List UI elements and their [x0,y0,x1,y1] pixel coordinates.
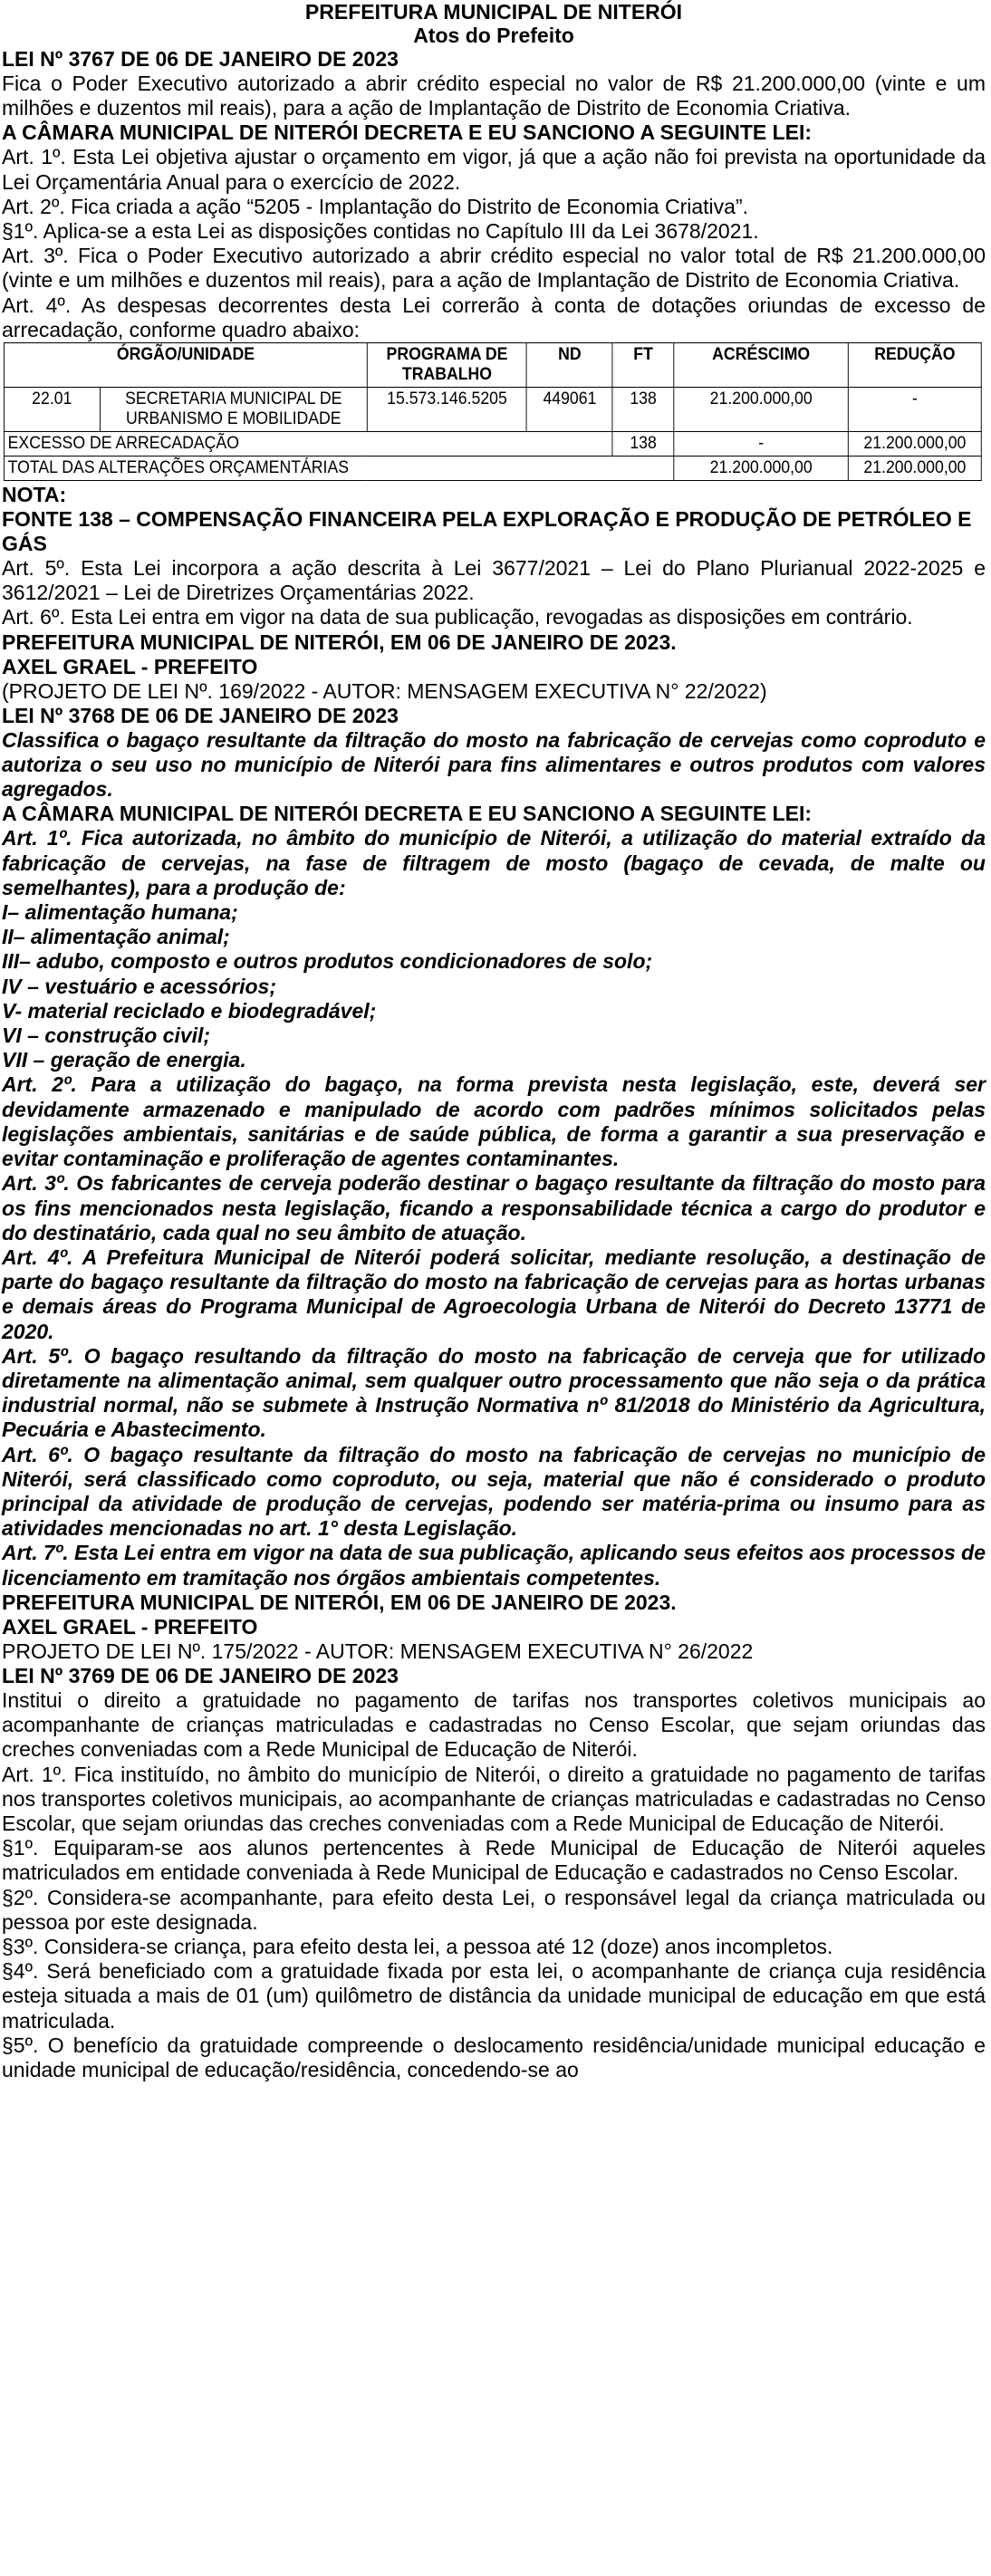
table-header-cell: ACRÉSCIMO [674,343,849,388]
law-3767-ementa: Fica o Poder Executivo autorizado a abrir crédito especial no valor de R$ 21.200.000,00 (vinte e um milhões e duzentos mil reais), para a ação de Implantação de Distrito de Economia Criativa. [2,72,986,120]
law-3769-heading: LEI Nº 3769 DE 06 DE JANEIRO DE 2023 [2,1663,399,1687]
table-row [4,457,981,481]
table-cell: SECRETARIA MUNICIPAL DE URBANISMO E MOBILIDADE [100,388,367,432]
law-3767-nota-label: NOTA: [2,483,67,507]
law-3768-closing: PREFEITURA MUNICIPAL DE NITERÓI, EM 06 DE JANEIRO DE 2023. [2,1590,677,1614]
table-header-cell: ÓRGÃO/UNIDADE [4,343,367,388]
law-3768-art1: Art. 1º. Fica autorizada, no âmbito do município de Niterói, a utilização do material extraído da fabricação de cervejas, na fase de filtragem de mosto (bagaço de cevada, de malte ou semelhantes), para a produção de: [2,826,986,899]
law-3768-ementa: Classifica o bagaço resultante da filtração do mosto na fabricação de cervejas como coproduto e autoriza o seu uso no município de Niterói para fins alimentares e outros produtos com valores agregados. [2,727,986,802]
law-3768-decree: A CÂMARA MUNICIPAL DE NITERÓI DECRETA E EU SANCIONO A SEGUINTE LEI: [2,802,813,826]
law-3768-project: PROJETO DE LEI Nº. 175/2022 - AUTOR: MENSAGEM EXECUTIVA N° 26/2022 [2,1639,754,1663]
table-header-cell: ND [527,343,613,388]
table-cell: - [674,432,849,457]
law-3768-art2: Art. 2º. Para a utilização do bagaço, na forma prevista nesta legislação, este, deverá ser devidamente armazenado e manipulado de acordo com padrões mínimos solicitados pelas legislações ambientais, sanitárias e de saúde pública, de forma a garantir a sua preservação e evitar contaminação e proliferação de agentes contaminantes. [2,1072,986,1171]
law-3768-item: VI – construção civil; [2,1024,211,1048]
law-3769-art1: Art. 1º. Fica instituído, no âmbito do município de Niterói, o direito a gratuidade no pagamento de tarifas nos transportes coletivos municipais, ao acompanhante de crianças matriculadas e cadastradas no Censo Escolar, que sejam oriundas das creches conveniadas com a Rede Municipal de Educação de Niterói. [2,1762,986,1835]
table-cell: 138 [612,432,673,457]
law-3767-project: (PROJETO DE LEI Nº. 169/2022 - AUTOR: MENSAGEM EXECUTIVA N° 22/2022) [2,678,767,703]
table-cell: 22.01 [4,388,100,432]
law-3767-signature: AXEL GRAEL - PREFEITO [2,654,258,678]
table-cell: - [849,388,982,432]
law-3767-closing: PREFEITURA MUNICIPAL DE NITERÓI, EM 06 DE JANEIRO DE 2023. [2,630,677,654]
law-3767-art4: Art. 4º. As despesas decorrentes desta Lei correrão à conta de dotações oriundas de excesso de arrecadação, conforme quadro abaixo: [2,293,986,341]
law-3769-ementa: Institui o direito a gratuidade no pagamento de tarifas nos transportes coletivos municipais ao acompanhante de crianças matriculadas e cadastradas no Censo Escolar, que sejam oriundas das creches conveniadas com a Rede Municipal de Educação de Niterói. [2,1687,986,1762]
law-3767-art3: Art. 3º. Fica o Poder Executivo autorizado a abrir crédito especial no valor total de R$ 21.200.000,00 (vinte e um milhões e duzentos mil reais), para a ação de Implantação de Distrito de Economia Criativa. [2,244,986,293]
law-3768-item: IV – vestuário e acessórios; [2,974,276,998]
law-3767-heading: LEI Nº 3767 DE 06 DE JANEIRO DE 2023 [2,47,399,71]
table-cell: 21.200.000,00 [849,432,982,457]
law-3769-par5: §5º. O benefício da gratuidade compreende o deslocamento residência/unidade municipal educação e unidade municipal de educação/residência, concedendo-se ao [2,2033,986,2081]
law-3769-par2: §2º. Considera-se acompanhante, para efeito desta Lei, o responsável legal da criança matriculada ou pessoa por este designada. [2,1885,986,1934]
table-cell: 449061 [527,388,613,432]
law-3767-art6: Art. 6º. Esta Lei entra em vigor na data de sua publicação, revogadas as disposições em contrário. [2,605,913,630]
law-3768-art7: Art. 7º. Esta Lei entra em vigor na data de sua publicação, aplicando seus efeitos aos processos de licenciamento em tramitação nos órgãos ambientais competentes. [2,1541,986,1590]
law-3768-item: III– adubo, composto e outros produtos condicionadores de solo; [2,949,653,974]
law-3768-heading: LEI Nº 3768 DE 06 DE JANEIRO DE 2023 [2,703,399,727]
law-3768-item: VII – geração de energia. [2,1048,246,1072]
law-3769-par1: §1º. Equiparam-se aos alunos pertencentes à Rede Municipal de Educação de Niterói aqueles matriculados em entidade conveniada à Rede Municipal de Educação e cadastrados no Censo Escolar. [2,1836,986,1885]
table-header-row [4,343,981,388]
gazette-subtitle: Atos do Prefeito [413,24,574,47]
law-3768-art3: Art. 3º. Os fabricantes de cerveja poderão destinar o bagaço resultante da filtração do mosto para os fins mencionados nesta legislação, ficando a responsabilidade técnica a cargo do produtor e do destinatário, cada qual no seu âmbito de atuação. [2,1171,986,1245]
law-3767-art1: Art. 1º. Esta Lei objetiva ajustar o orçamento em vigor, já que a ação não foi prevista na oportunidade da Lei Orçamentária Anual para o exercício de 2022. [2,145,986,194]
table-cell: 21.200.000,00 [849,457,982,481]
law-3767-decree: A CÂMARA MUNICIPAL DE NITERÓI DECRETA E EU SANCIONO A SEGUINTE LEI: [2,120,813,145]
law-3767-nota-fonte: FONTE 138 – COMPENSAÇÃO FINANCEIRA PELA EXPLORAÇÃO E PRODUÇÃO DE PETRÓLEO E GÁS [2,507,972,556]
law-3768-art5: Art. 5º. O bagaço resultando da filtração do mosto na fabricação de cerveja que for utilizado diretamente na alimentação animal, sem qualquer outro processamento que não seja o da prática industrial normal, não se submete à Instrução Normativa nº 81/2018 do Ministério da Agricultura, Pecuária e Abastecimento. [2,1343,986,1442]
law-3768-item: II– alimentação animal; [2,925,230,949]
law-3768-item: V- material reciclado e biodegradável; [2,998,377,1023]
table-cell: EXCESSO DE ARRECADAÇÃO [4,432,612,457]
law-3767-art5: Art. 5º. Esta Lei incorpora a ação descrita à Lei 3677/2021 – Lei do Plano Plurianual 2022-2025 e 3612/2021 – Lei de Diretrizes Orçamentárias 2022. [2,556,986,605]
table-header-cell: PROGRAMA DE TRABALHO [367,343,526,388]
table-cell: 21.200.000,00 [674,388,849,432]
law-3769-par4: §4º. Será beneficiado com a gratuidade fixada por esta lei, o acompanhante de criança cuja residência esteja situada a mais de 01 (um) quilômetro de distância da unidade municipal de educação em que está matriculada. [2,1959,986,2033]
table-row [4,388,981,432]
law-3768-art6: Art. 6º. O bagaço resultante da filtração do mosto na fabricação de cervejas no município de Niterói, será classificado como coproduto, ou seja, material que não é considerado o produto principal da atividade de produção de cervejas, podendo ser matéria-prima ou insumo para as atividades mencionadas no art. 1° desta Legislação. [2,1442,986,1541]
law-3768-item: I– alimentação humana; [2,900,238,925]
gazette-title: PREFEITURA MUNICIPAL DE NITERÓI [304,0,683,24]
law-3767-par1: §1º. Aplica-se a esta Lei as disposições contidas no Capítulo III da Lei 3678/2021. [2,219,759,244]
table-cell: 21.200.000,00 [674,457,849,481]
table-header-cell: FT [612,343,673,388]
law-3768-signature: AXEL GRAEL - PREFEITO [2,1614,258,1639]
table-row [4,432,981,457]
table-cell: 138 [612,388,673,432]
table-header-cell: REDUÇÃO [849,343,982,388]
budget-table [4,342,982,481]
law-3767-art2: Art. 2º. Fica criada a ação “5205 - Implantação do Distrito de Economia Criativa”. [2,194,748,218]
table-cell: TOTAL DAS ALTERAÇÕES ORÇAMENTÁRIAS [4,457,673,481]
law-3769-par3: §3º. Considera-se criança, para efeito desta lei, a pessoa até 12 (doze) anos incompletos. [2,1934,833,1958]
law-3768-art4: Art. 4º. A Prefeitura Municipal de Niterói poderá solicitar, mediante resolução, a destinação de parte do bagaço resultante da filtração do mosto na fabricação de cervejas para as hortas urbanas e demais áreas do Programa Municipal de Agroecologia Urbana de Niterói do Decreto 13771 de 2020. [2,1245,986,1343]
table-cell: 15.573.146.5205 [367,388,526,432]
